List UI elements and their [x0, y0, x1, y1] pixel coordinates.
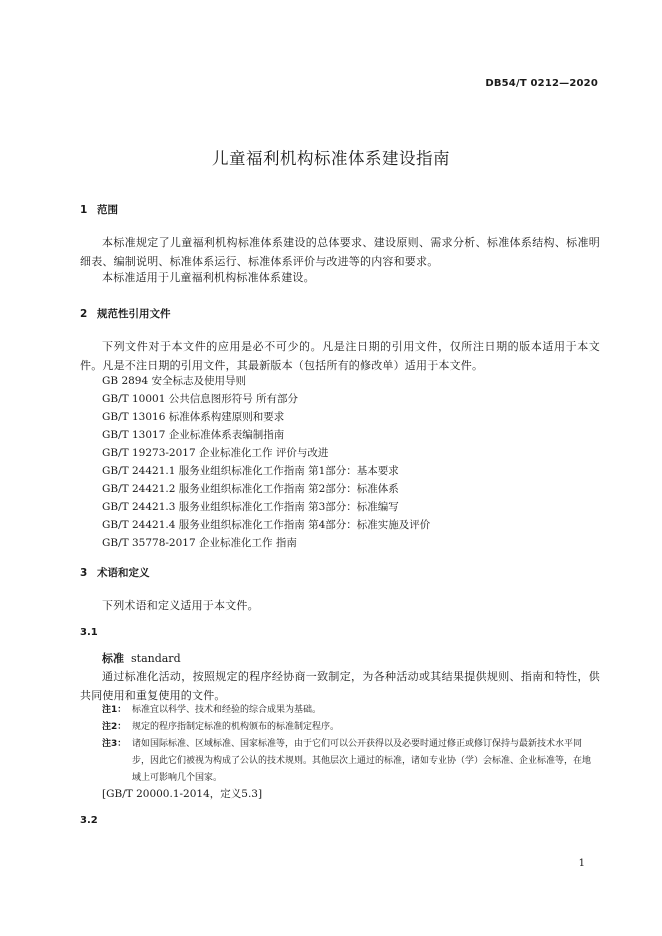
- section-number: 2: [80, 308, 88, 320]
- terms-intro: 下列术语和定义适用于本文件。: [102, 599, 259, 612]
- scope-applicability: 本标准适用于儿童福利机构标准体系建设。: [102, 271, 315, 284]
- reference-list: [102, 372, 430, 552]
- note-1: [102, 702, 598, 719]
- reference-item: GB/T 13016 标准体系构建原则和要求: [102, 411, 285, 423]
- reference-item: GB/T 10001 公共信息图形符号 所有部分: [102, 393, 299, 405]
- section-1-heading: [80, 202, 118, 217]
- term-definition: 通过标准化活动，按照规定的程序经协商一致制定，为各种活动或其结果提供规则、指南和特性，供共同使用和重复使用的文件。: [80, 670, 600, 702]
- reference-item: GB/T 19273-2017 企业标准化工作 评价与改进: [102, 447, 329, 459]
- term-english: standard: [131, 652, 181, 665]
- normative-references-intro: 下列文件对于本文件的应用是必不可少的。凡是注日期的引用文件，仅所注日期的版本适用于本文件。凡是不注日期的引用文件，其最新版本（包括所有的修改单）适用于本文件。: [80, 340, 600, 372]
- note-text: 规定的程序指制定标准的机构颁布的标准制定程序。: [132, 722, 340, 732]
- note-2: [102, 719, 598, 736]
- reference-item: GB/T 24421.2 服务业组织标准化工作指南 第2部分：标准体系: [102, 483, 399, 495]
- note-label: 注2：: [102, 722, 127, 732]
- reference-item: GB/T 24421.4 服务业组织标准化工作指南 第4部分：标准实施及评价: [102, 519, 431, 531]
- reference-item: GB/T 24421.3 服务业组织标准化工作指南 第3部分：标准编写: [102, 501, 399, 513]
- section-number: 3: [80, 567, 88, 579]
- reference-item: GB 2894 安全标志及使用导则: [102, 375, 247, 387]
- clause-3-1-number: 3.1: [80, 627, 98, 638]
- reference-item: GB/T 35778-2017 企业标准化工作 指南: [102, 537, 297, 549]
- note-label: 注1：: [102, 705, 127, 715]
- note-label: 注3：: [102, 739, 127, 749]
- page-number: 1: [578, 858, 585, 869]
- section-title: 规范性引用文件: [97, 308, 171, 320]
- note-text: 标准宜以科学、技术和经验的综合成果为基础。: [132, 705, 322, 715]
- document-code: DB54/T 0212—2020: [485, 78, 598, 89]
- section-number: 1: [80, 204, 88, 216]
- definition-source: [GB/T 20000.1-2014，定义5.3]: [102, 788, 263, 800]
- section-3-heading: [80, 565, 150, 580]
- note-3: [102, 736, 598, 787]
- document-title: 儿童福利机构标准体系建设指南: [212, 149, 450, 168]
- section-title: 范围: [97, 204, 118, 216]
- reference-item: GB/T 13017 企业标准体系表编制指南: [102, 429, 285, 441]
- term-chinese: 标准: [102, 652, 124, 665]
- note-text: 诸如国际标准、区域标准、国家标准等，由于它们可以公开获得以及必要时通过修正或修订保持与最新技术水平同步，因此它们被视为构成了公认的技术规则。其他层次上通过的标准，诸如专业协（学）会标准、企业标准等，在地域上可影响几个国家。: [132, 739, 592, 783]
- reference-item: GB/T 24421.1 服务业组织标准化工作指南 第1部分：基本要求: [102, 465, 399, 477]
- term-standard: [102, 650, 181, 666]
- section-title: 术语和定义: [97, 567, 150, 579]
- clause-3-2-number: 3.2: [80, 815, 98, 826]
- scope-paragraph: 本标准规定了儿童福利机构标准体系建设的总体要求、建设原则、需求分析、标准体系结构、标准明细表、编制说明、标准体系运行、标准体系评价与改进等的内容和要求。: [80, 236, 600, 268]
- section-2-heading: [80, 306, 171, 321]
